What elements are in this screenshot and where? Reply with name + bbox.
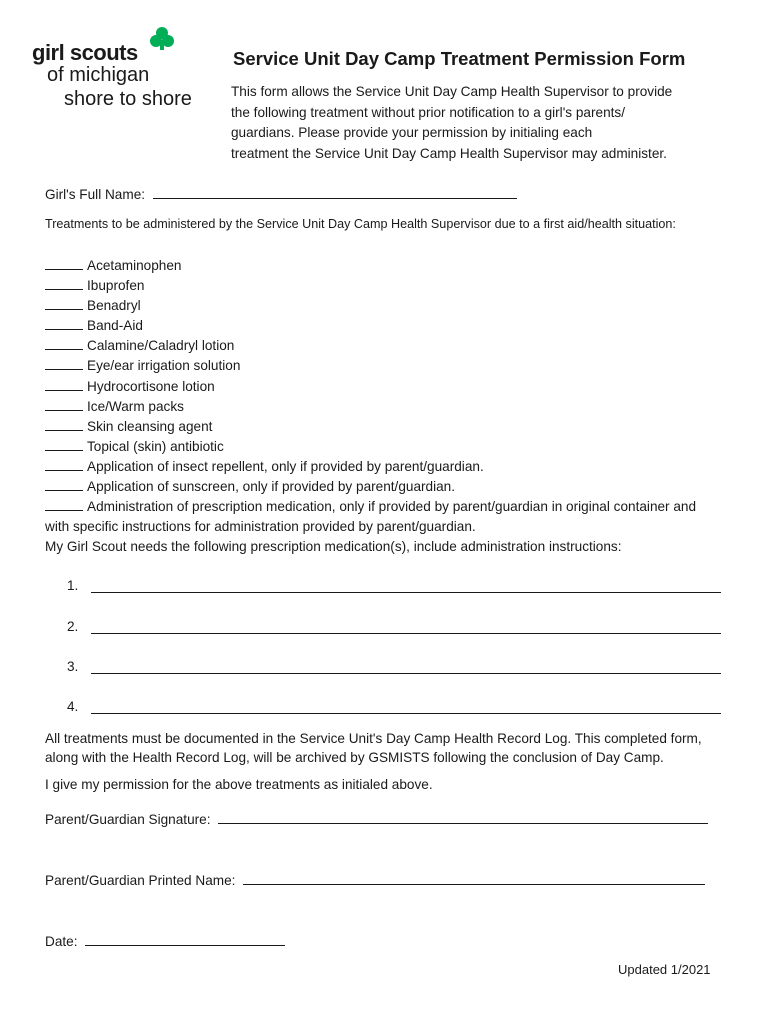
rx-line-field[interactable] — [91, 713, 721, 714]
treatment-item: Application of sunscreen, only if provided by parent/guardian. — [45, 477, 696, 497]
initial-field[interactable] — [45, 357, 83, 370]
initial-field[interactable] — [45, 337, 83, 350]
initial-field[interactable] — [45, 297, 83, 310]
intro-line: guardians. Please provide your permission by initialing each — [231, 125, 593, 140]
intro-line: This form allows the Service Unit Day Camp Health Supervisor to provide — [231, 84, 673, 99]
initial-field[interactable] — [45, 378, 83, 391]
treatment-item: Skin cleansing agent — [45, 417, 696, 437]
rx-number: 3. — [67, 659, 79, 674]
permission-statement: I give my permission for the above treatments as initialed above. — [45, 777, 433, 792]
treatment-item: Benadryl — [45, 296, 696, 316]
treatment-item: Eye/ear irrigation solution — [45, 356, 696, 376]
documentation-line: All treatments must be documented in the Service Unit's Day Camp Health Record Log. This completed form, — [45, 731, 702, 746]
girl-name-row — [45, 186, 517, 202]
initial-field[interactable] — [45, 498, 83, 511]
initial-field[interactable] — [45, 257, 83, 270]
logo-line-3: shore to shore — [64, 88, 192, 110]
initial-field[interactable] — [45, 478, 83, 491]
treatments-heading: Treatments to be administered by the Service Unit Day Camp Health Supervisor due to a first aid/health situation: — [45, 217, 676, 231]
prescription-prompt: My Girl Scout needs the following prescription medication(s), include administration instructions: — [45, 539, 622, 555]
treatment-item: Topical (skin) antibiotic — [45, 437, 696, 457]
girl-name-field[interactable] — [153, 186, 517, 199]
treatment-item: Band-Aid — [45, 316, 696, 336]
documentation-paragraph — [45, 729, 765, 767]
rx-number: 2. — [67, 619, 79, 634]
treatment-continuation: with specific instructions for administration provided by parent/guardian. — [45, 519, 476, 535]
treatment-item: Application of insect repellent, only if provided by parent/guardian. — [45, 457, 696, 477]
date-label: Date: — [45, 934, 78, 949]
rx-line-field[interactable] — [91, 592, 721, 593]
logo-line-2: of michigan — [47, 64, 150, 86]
initial-field[interactable] — [45, 398, 83, 411]
treatment-item: Acetaminophen — [45, 256, 696, 276]
printed-name-row — [45, 872, 705, 888]
rx-line-field[interactable] — [91, 673, 721, 674]
treatment-list — [45, 256, 696, 557]
treatment-item: Ice/Warm packs — [45, 397, 696, 417]
logo-line-1: girl scouts — [32, 40, 138, 65]
date-row — [45, 933, 285, 949]
printed-name-label: Parent/Guardian Printed Name: — [45, 873, 236, 888]
documentation-line: along with the Health Record Log, will be archived by GSMISTS following the conclusion of Day Camp. — [45, 750, 664, 765]
girl-name-label: Girl's Full Name: — [45, 187, 146, 202]
updated-note: Updated 1/2021 — [618, 962, 711, 977]
trefoil-icon — [150, 26, 174, 50]
initial-field[interactable] — [45, 277, 83, 290]
treatment-item: Administration of prescription medication, only if provided by parent/guardian in original container and — [45, 497, 696, 517]
signature-row — [45, 811, 708, 827]
date-field[interactable] — [85, 933, 285, 946]
treatment-item: Hydrocortisone lotion — [45, 377, 696, 397]
intro-paragraph — [231, 82, 731, 164]
rx-number: 4. — [67, 699, 79, 714]
rx-number: 1. — [67, 578, 79, 593]
form-title: Service Unit Day Camp Treatment Permission Form — [233, 48, 686, 69]
intro-line: treatment the Service Unit Day Camp Health Supervisor may administer. — [231, 145, 667, 161]
treatment-item: Calamine/Caladryl lotion — [45, 336, 696, 356]
intro-line: the following treatment without prior notification to a girl's parents/ — [231, 104, 625, 120]
initial-field[interactable] — [45, 438, 83, 451]
initial-field[interactable] — [45, 418, 83, 431]
signature-field[interactable] — [218, 811, 708, 824]
signature-label: Parent/Guardian Signature: — [45, 812, 211, 827]
rx-line-field[interactable] — [91, 633, 721, 634]
girl-scouts-logo — [28, 26, 218, 116]
treatment-item: Ibuprofen — [45, 276, 696, 296]
initial-field[interactable] — [45, 458, 83, 471]
initial-field[interactable] — [45, 317, 83, 330]
printed-name-field[interactable] — [243, 872, 705, 885]
